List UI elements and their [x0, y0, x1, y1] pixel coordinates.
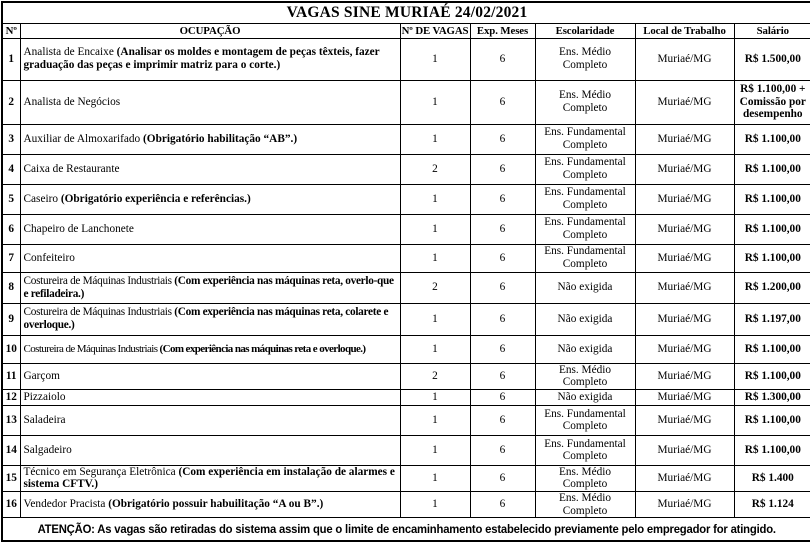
escolaridade-cell: Ens. Médio Completo	[535, 80, 635, 124]
exp-meses-cell: 6	[470, 272, 535, 303]
occupation-cell	[20, 244, 400, 272]
occupation-cell	[20, 303, 400, 335]
row-number-cell: 9	[2, 303, 20, 335]
exp-meses-cell: 6	[470, 184, 535, 214]
row-number-cell: 12	[2, 389, 20, 405]
exp-meses-cell: 6	[470, 405, 535, 435]
escolaridade-cell: Ens. Médio Completo	[535, 492, 635, 518]
table-row	[2, 465, 810, 491]
vagas-cell: 1	[400, 244, 470, 272]
occupation-name: Analista de Negócios	[23, 95, 121, 108]
column-header-vagas: Nº DE VAGAS	[401, 24, 469, 37]
exp-meses-cell: 6	[470, 80, 535, 124]
salario-cell: R$ 1.100,00	[734, 214, 810, 244]
occupation-name: Analista de Encaixe	[23, 46, 114, 59]
row-number-cell: 16	[2, 492, 20, 518]
title-row	[2, 2, 810, 23]
escolaridade-cell: Não exigida	[535, 335, 635, 363]
vagas-cell: 1	[400, 124, 470, 154]
salario-cell: R$ 1.100,00	[734, 363, 810, 389]
occupation-cell	[20, 272, 400, 303]
occupation-note: (Obrigatório habilitação “AB”.)	[143, 132, 298, 145]
row-number-cell: 3	[2, 124, 20, 154]
salario-cell: R$ 1.100,00	[734, 435, 810, 465]
escolaridade-cell: Ens. Médio Completo	[535, 363, 635, 389]
escolaridade-cell: Ens. Fundamental Completo	[535, 154, 635, 184]
occupation-name: Costureira de Máquinas Industriais	[23, 306, 172, 319]
table-row	[2, 303, 810, 335]
occupation-cell	[20, 214, 400, 244]
table-row	[2, 184, 810, 214]
table-row	[2, 435, 810, 465]
salario-cell: R$ 1.400	[734, 465, 810, 491]
salario-cell: R$ 1.197,00	[734, 303, 810, 335]
occupation-name: Salgadeiro	[23, 443, 72, 456]
salario-cell: R$ 1.200,00	[734, 272, 810, 303]
exp-meses-cell: 6	[470, 154, 535, 184]
occupation-note: (Com experiência nas máquinas reta, overlo-que e refiladeira.)	[23, 274, 394, 300]
occupation-name: Saladeira	[23, 413, 66, 426]
occupation-name: Chapeiro de Lanchonete	[23, 222, 134, 235]
occupation-cell	[20, 38, 400, 80]
row-number-cell: 11	[2, 363, 20, 389]
escolaridade-cell: Não exigida	[535, 389, 635, 405]
row-number-cell: 2	[2, 80, 20, 124]
salario-cell: R$ 1.100,00	[734, 405, 810, 435]
exp-meses-cell: 6	[470, 435, 535, 465]
local-cell: Muriaé/MG	[635, 389, 734, 405]
occupation-cell	[20, 80, 400, 124]
local-cell: Muriaé/MG	[635, 465, 734, 491]
local-cell: Muriaé/MG	[635, 38, 734, 80]
local-cell: Muriaé/MG	[635, 244, 734, 272]
salario-cell: R$ 1.100,00	[734, 124, 810, 154]
escolaridade-cell: Ens. Fundamental Completo	[535, 435, 635, 465]
vagas-cell: 1	[400, 465, 470, 491]
vacancies-table	[1, 1, 810, 542]
occupation-name: Caixa de Restaurante	[23, 162, 120, 175]
escolaridade-cell: Ens. Fundamental Completo	[535, 214, 635, 244]
exp-meses-cell: 6	[470, 492, 535, 518]
escolaridade-cell: Ens. Fundamental Completo	[535, 124, 635, 154]
occupation-cell	[20, 363, 400, 389]
local-cell: Muriaé/MG	[635, 272, 734, 303]
occupation-cell	[20, 335, 400, 363]
occupation-name: Confeiteiro	[23, 251, 75, 264]
occupation-name: Pizzaiolo	[23, 390, 66, 403]
occupation-cell	[20, 465, 400, 491]
exp-meses-cell: 6	[470, 124, 535, 154]
occupation-cell	[20, 435, 400, 465]
table-row	[2, 154, 810, 184]
footer-notice	[2, 518, 810, 541]
table-row	[2, 38, 810, 80]
vagas-cell: 1	[400, 492, 470, 518]
occupation-cell	[20, 389, 400, 405]
occupation-note: (Com experiência nas máquinas reta e overloque.)	[159, 342, 366, 355]
exp-meses-cell: 6	[470, 389, 535, 405]
exp-meses-cell: 6	[470, 244, 535, 272]
salario-cell: R$ 1.100,00	[734, 184, 810, 214]
local-cell: Muriaé/MG	[635, 154, 734, 184]
row-number-cell: 4	[2, 154, 20, 184]
salario-cell: R$ 1.300,00	[734, 389, 810, 405]
local-cell: Muriaé/MG	[635, 124, 734, 154]
occupation-name: Auxiliar de Almoxarifado	[23, 132, 141, 145]
occupation-note: (Obrigatório possuir habuilitação “A ou B”.)	[108, 498, 324, 511]
local-cell: Muriaé/MG	[635, 405, 734, 435]
local-cell: Muriaé/MG	[635, 80, 734, 124]
table-row	[2, 80, 810, 124]
vagas-cell: 1	[400, 335, 470, 363]
occupation-note: (Obrigatório experiência e referências.)	[60, 192, 251, 205]
vagas-cell: 1	[400, 303, 470, 335]
salario-cell: R$ 1.100,00 + Comissão por desempenho	[734, 80, 810, 124]
escolaridade-cell: Ens. Médio Completo	[535, 465, 635, 491]
column-header-ocupacao: OCUPAÇÃO	[20, 23, 400, 38]
local-cell: Muriaé/MG	[635, 363, 734, 389]
local-cell: Muriaé/MG	[635, 435, 734, 465]
footer-notice-text: ATENÇÃO: As vagas são retiradas do sistema assim que o limite de encaminhamento estabelecido previamente pelo empregador for atingido.	[37, 522, 777, 537]
occupation-name: Garçom	[23, 369, 60, 382]
occupation-cell	[20, 492, 400, 518]
row-number-cell: 5	[2, 184, 20, 214]
column-header-numero: Nº	[2, 23, 20, 38]
row-number-cell: 6	[2, 214, 20, 244]
row-number-cell: 10	[2, 335, 20, 363]
occupation-cell	[20, 124, 400, 154]
local-cell: Muriaé/MG	[635, 335, 734, 363]
vagas-cell: 2	[400, 154, 470, 184]
table-row	[2, 363, 810, 389]
exp-meses-cell: 6	[470, 214, 535, 244]
row-number-cell: 8	[2, 272, 20, 303]
local-cell: Muriaé/MG	[635, 492, 734, 518]
table-row	[2, 214, 810, 244]
occupation-cell	[20, 154, 400, 184]
table-row	[2, 124, 810, 154]
occupation-note: (Com experiência nas máquinas reta, colarete e overloque.)	[23, 306, 389, 331]
row-number-cell: 1	[2, 38, 20, 80]
table-row	[2, 244, 810, 272]
table-row	[2, 389, 810, 405]
salario-cell: R$ 1.100,00	[734, 154, 810, 184]
occupation-name: Vendedor Pracista	[23, 498, 106, 511]
row-number-cell: 7	[2, 244, 20, 272]
occupation-name: Caseiro	[23, 192, 59, 205]
occupation-name: Costureira de Máquinas Industriais	[23, 274, 172, 287]
escolaridade-cell: Ens. Fundamental Completo	[535, 405, 635, 435]
table-row	[2, 405, 810, 435]
vagas-cell: 1	[400, 405, 470, 435]
vagas-cell: 2	[400, 363, 470, 389]
column-header-exp-meses: Exp. Meses	[470, 23, 535, 38]
escolaridade-cell: Ens. Médio Completo	[535, 38, 635, 80]
vagas-cell: 2	[400, 272, 470, 303]
row-number-cell: 14	[2, 435, 20, 465]
vagas-cell: 1	[400, 38, 470, 80]
column-header-row	[2, 23, 810, 38]
local-cell: Muriaé/MG	[635, 214, 734, 244]
footer-row	[2, 518, 810, 541]
exp-meses-cell: 6	[470, 335, 535, 363]
vagas-cell: 1	[400, 184, 470, 214]
salario-cell: R$ 1.500,00	[734, 38, 810, 80]
page-title: VAGAS SINE MURIAÉ 24/02/2021	[2, 2, 810, 23]
salario-cell: R$ 1.100,00	[734, 244, 810, 272]
column-header-salario: Salário	[734, 23, 810, 38]
occupation-note: (Com experiência em instalação de alarmes e sistema CFTV.)	[23, 465, 395, 491]
vagas-cell: 1	[400, 435, 470, 465]
table-body	[2, 38, 810, 518]
local-cell: Muriaé/MG	[635, 303, 734, 335]
occupation-name: Técnico em Segurança Eletrônica	[23, 465, 176, 478]
exp-meses-cell: 6	[470, 303, 535, 335]
occupation-name: Costureira de Máquinas Industriais	[23, 342, 158, 355]
occupation-cell	[20, 405, 400, 435]
escolaridade-cell: Ens. Fundamental Completo	[535, 244, 635, 272]
escolaridade-cell: Não exigida	[535, 303, 635, 335]
column-header-escolaridade: Escolaridade	[535, 23, 635, 38]
salario-cell: R$ 1.100,00	[734, 335, 810, 363]
escolaridade-cell: Ens. Fundamental Completo	[535, 184, 635, 214]
exp-meses-cell: 6	[470, 38, 535, 80]
occupation-cell	[20, 184, 400, 214]
occupation-note: (Analisar os moldes e montagem de peças têxteis, fazer graduação das peças e imprimir matriz para o corte.)	[23, 46, 380, 71]
exp-meses-cell: 6	[470, 465, 535, 491]
column-header-local: Local de Trabalho	[635, 23, 734, 38]
escolaridade-cell: Não exigida	[535, 272, 635, 303]
salario-cell: R$ 1.124	[734, 492, 810, 518]
table-row	[2, 272, 810, 303]
table-row	[2, 335, 810, 363]
vagas-cell: 1	[400, 214, 470, 244]
vagas-cell: 1	[400, 80, 470, 124]
table-row	[2, 492, 810, 518]
exp-meses-cell: 6	[470, 363, 535, 389]
row-number-cell: 13	[2, 405, 20, 435]
row-number-cell: 15	[2, 465, 20, 491]
vagas-cell: 1	[400, 389, 470, 405]
local-cell: Muriaé/MG	[635, 184, 734, 214]
